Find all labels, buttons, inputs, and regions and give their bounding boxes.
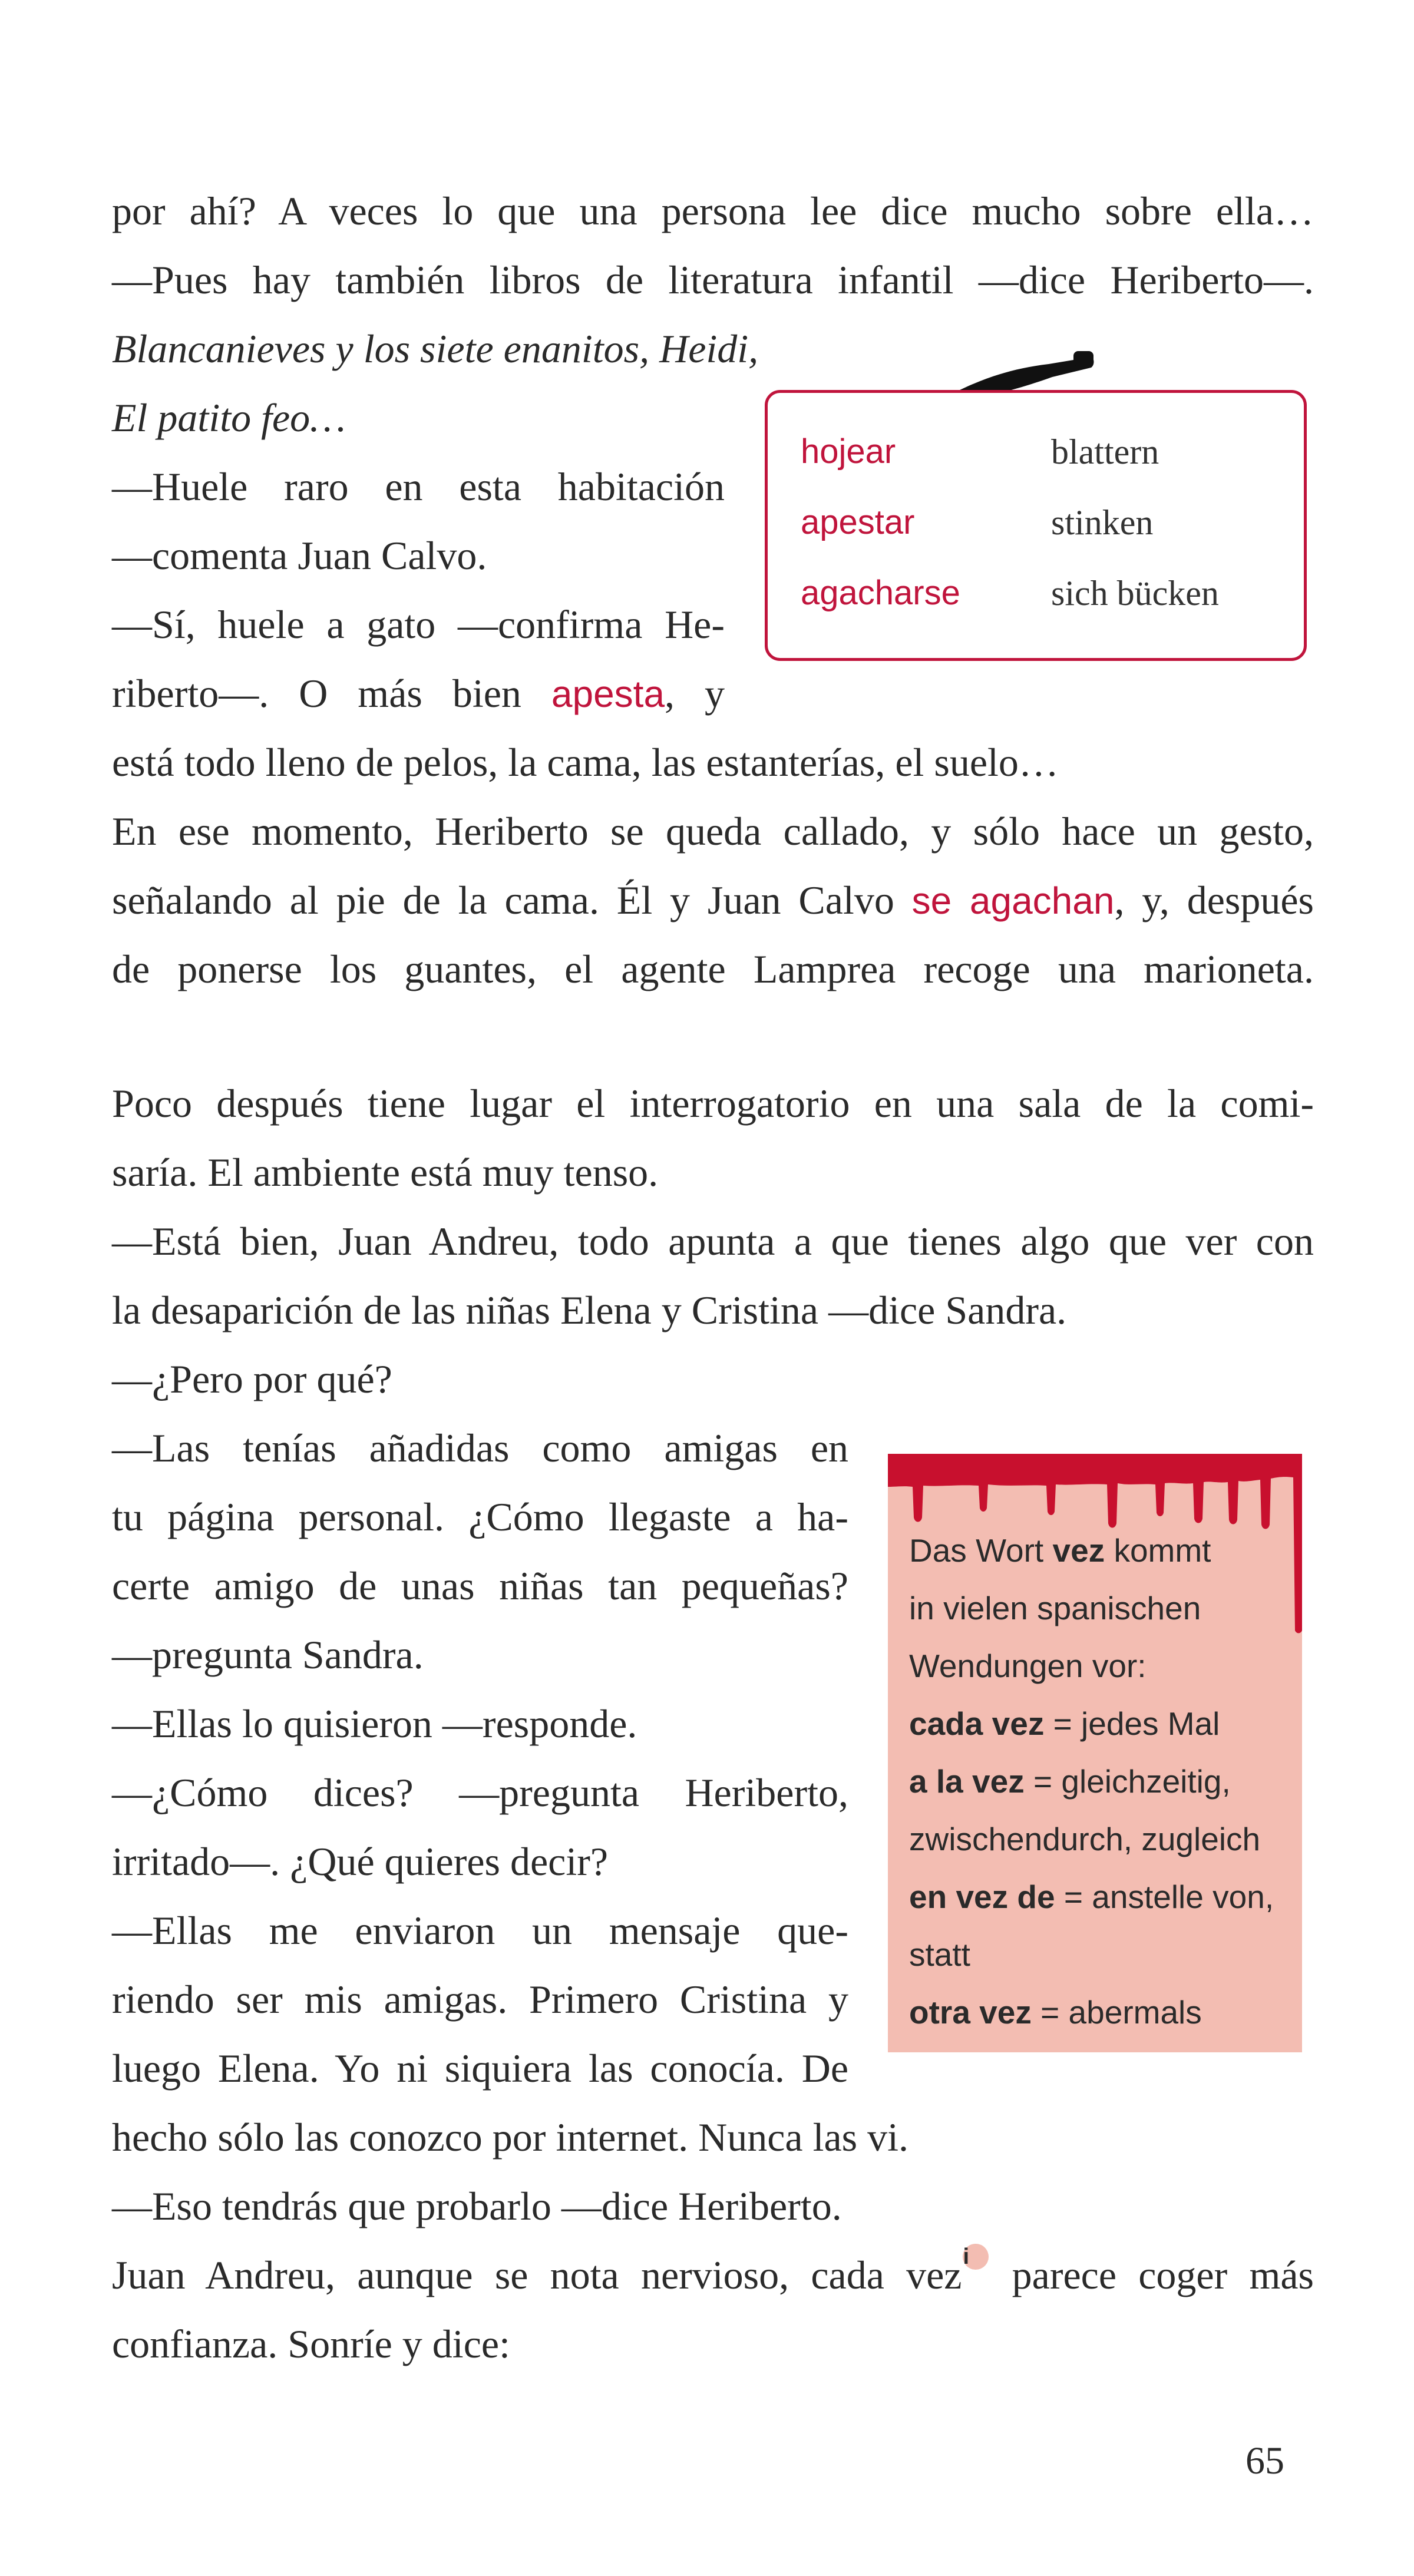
info-box-text: [909, 1522, 1292, 2041]
info-line: a la vez = gleichzeitig,: [909, 1763, 1231, 1800]
text-line: está todo lleno de pelos, la cama, las estanterías, el suelo…: [112, 740, 1059, 785]
text-line: por ahí? A veces lo que una persona lee dice mucho sobre ella…: [112, 189, 1314, 233]
text-line: Juan Andreu, aunque se nota nervioso, cada vezi parece coger más: [112, 2244, 1314, 2297]
text-line: —¿Cómo dices? —pregunta Heriberto,: [112, 1770, 848, 1815]
info-line: cada vez = jedes Mal: [909, 1705, 1220, 1742]
text-line: —Ellas lo quisieron —responde.: [112, 1701, 637, 1746]
text-line: —Ellas me enviaron un mensaje que-: [112, 1908, 848, 1953]
text-line: hecho sólo las conozco por internet. Nunca las vi.: [112, 2115, 909, 2160]
text-line: Blancanieves y los siete enanitos, Heidi,: [112, 326, 759, 371]
text-line: luego Elena. Yo ni siquiera las conocía. De: [112, 2046, 848, 2091]
text-line: la desaparición de las niñas Elena y Cristina —dice Sandra.: [112, 1288, 1067, 1332]
text-line: —Sí, huele a gato —confirma He-: [112, 602, 725, 647]
glossary-translation: sich bücken: [1051, 574, 1219, 613]
text-line: riberto—. O más bien apesta, y: [112, 671, 725, 716]
text-line: tu página personal. ¿Cómo llegaste a ha-: [112, 1494, 848, 1539]
info-line: Wendungen vor:: [909, 1648, 1147, 1684]
text-line: Poco después tiene lugar el interrogatorio en una sala de la comi-: [112, 1081, 1314, 1126]
glossary-term: agacharse: [801, 574, 960, 612]
text-line: —pregunta Sandra.: [112, 1632, 424, 1677]
info-line: en vez de = anstelle von,: [909, 1879, 1274, 1915]
glossary-translation: blattern: [1051, 432, 1159, 471]
glossary-row: [801, 487, 1296, 558]
info-line: zwischendurch, zugleich: [909, 1821, 1261, 1857]
glossary-row: [801, 416, 1296, 487]
text-line: señalando al pie de la cama. Él y Juan Calvo se agachan, y, después: [112, 878, 1314, 922]
text-line: confianza. Sonríe y dice:: [112, 2322, 510, 2366]
highlight-word: apesta: [551, 673, 665, 715]
text-line: saría. El ambiente está muy tenso.: [112, 1150, 659, 1195]
text-line: —¿Pero por qué?: [112, 1357, 392, 1401]
text-line: de ponerse los guantes, el agente Lamprea recoge una marioneta.: [112, 947, 1314, 991]
glossary-row: [801, 558, 1296, 629]
info-note-icon[interactable]: i: [963, 2244, 989, 2270]
glossary-term: hojear: [801, 432, 896, 471]
info-line: statt: [909, 1936, 970, 1973]
highlight-word: se agachan: [911, 879, 1115, 922]
text-line: —Está bien, Juan Andreu, todo apunta a que tienes algo que ver con: [112, 1219, 1314, 1264]
text-line: —Eso tendrás que probarlo —dice Heriberto.: [112, 2184, 842, 2228]
info-line: Das Wort vez kommt: [909, 1532, 1211, 1569]
glossary-box: [765, 390, 1307, 661]
text-line: —Pues hay también libros de literatura infantil —dice Heriberto—.: [112, 257, 1314, 302]
text-line: En ese momento, Heriberto se queda callado, y sólo hace un gesto,: [112, 809, 1314, 854]
info-line: otra vez = abermals: [909, 1994, 1202, 2031]
glossary-term: apestar: [801, 503, 915, 541]
text-line: —Huele raro en esta habitación: [112, 464, 725, 509]
text-line: —comenta Juan Calvo.: [112, 533, 487, 578]
info-line: in vielen spanischen: [909, 1590, 1201, 1626]
text-line: irritado—. ¿Qué quieres decir?: [112, 1839, 609, 1884]
text-line: El patito feo…: [112, 395, 346, 440]
text-line: —Las tenías añadidas como amigas en: [112, 1426, 848, 1470]
glossary-translation: stinken: [1051, 503, 1154, 542]
page-number: 65: [1245, 2439, 1284, 2482]
text-line: certe amigo de unas niñas tan pequeñas?: [112, 1563, 848, 1608]
text-line: riendo ser mis amigas. Primero Cristina y: [112, 1977, 848, 2022]
